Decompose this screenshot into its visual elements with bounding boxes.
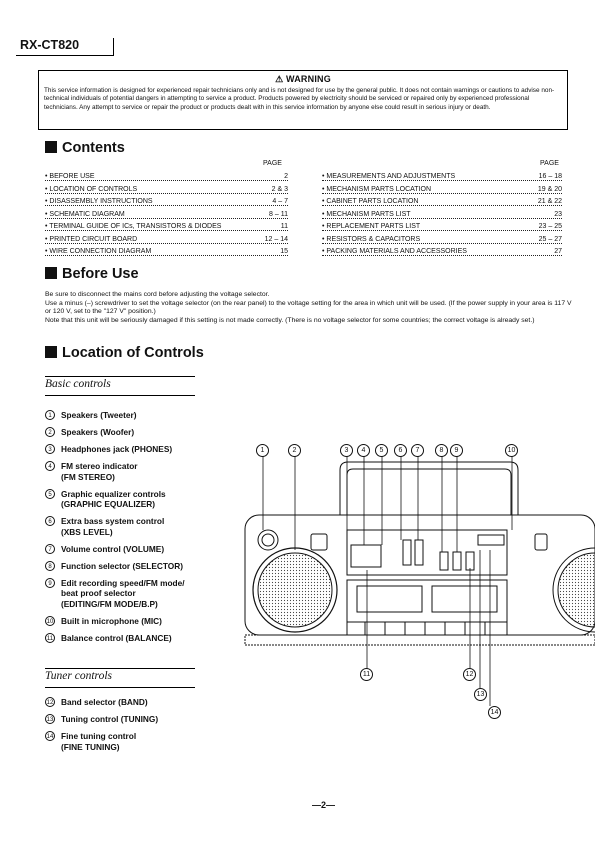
control-label: Headphones jack (PHONES) — [61, 444, 173, 454]
callout-marker: 4 — [357, 444, 370, 457]
control-label: Tuning control (TUNING) — [61, 714, 159, 724]
control-label: Speakers (Tweeter) — [61, 410, 137, 420]
control-label: Volume control (VOLUME) — [61, 543, 165, 554]
header-rule — [16, 55, 114, 56]
control-item — [45, 410, 136, 421]
contents-entry-title: • PRINTED CIRCUIT BOARD — [45, 235, 138, 243]
leader-dots — [322, 230, 562, 231]
leader-dots — [45, 180, 288, 181]
warning-body: This service information is designed for experienced repair technicians only and is not designed for use by the general public. It does not contain warnings or cautions to advise non-technical individuals of potential dangers in attempting to service a product. Products powered by electricity should be serviced or repaired only by experienced professional technicians. Any attempt to service or repair the product or products dealt with in this service information by anyone else could result in serious injury or death. — [44, 87, 555, 111]
contents-entry-title: • PACKING MATERIALS AND ACCESSORIES — [322, 248, 467, 255]
before-use-line: Use a minus (–) screwdriver to set the voltage selector (on the rear panel) to the voltage setting for the area in which unit will be used. (If the power supply in your area is 117 V or 120 V, set to the "127 V" position.) — [45, 299, 572, 316]
control-number: 2 — [45, 427, 55, 437]
control-label: (FM STEREO) — [61, 471, 115, 482]
control-number: 8 — [45, 561, 55, 571]
contents-entry-title: • MECHANISM PARTS LIST — [322, 210, 411, 218]
model-number: RX-CT820 — [20, 38, 80, 52]
contents-entry-page: 27 — [554, 248, 562, 255]
contents-page-label-right: PAGE — [540, 160, 559, 167]
control-label: Extra bass system control — [61, 516, 165, 526]
basic-controls-bottom-rule — [45, 395, 195, 396]
callout-marker: 14 — [488, 706, 501, 719]
callout-marker: 13 — [474, 688, 487, 701]
callout-marker: 6 — [394, 444, 407, 457]
contents-entry — [45, 173, 288, 183]
contents-entry — [322, 236, 562, 246]
before-use-text — [45, 291, 575, 325]
callout-marker: 5 — [375, 444, 388, 457]
callout-marker: 8 — [435, 444, 448, 457]
contents-entry — [45, 198, 288, 208]
callout-marker: 7 — [411, 444, 424, 457]
contents-entry-title: • MECHANISM PARTS LOCATION — [322, 185, 432, 193]
contents-entry-page: 12 – 14 — [264, 235, 288, 243]
leader-dots — [322, 255, 562, 256]
contents-entry-title: • RESISTORS & CAPACITORS — [322, 235, 421, 243]
contents-entry — [322, 211, 562, 221]
control-number: 6 — [45, 516, 55, 526]
control-item — [45, 616, 162, 627]
contents-entry-title: • CABINET PARTS LOCATION — [322, 198, 419, 205]
contents-entry-title: • SCHEMATIC DIAGRAM — [45, 210, 125, 218]
leader-dots — [45, 205, 288, 206]
control-number: 1 — [45, 410, 55, 420]
contents-entry-page: 23 — [554, 210, 562, 218]
control-item — [45, 633, 172, 644]
contents-entry-page: 11 — [280, 223, 288, 230]
tuner-controls-bottom-rule — [45, 687, 195, 688]
control-label: FM stereo indicator — [61, 461, 138, 471]
tweeter-outline — [258, 530, 278, 550]
control-label: (EDITING/FM MODE/B.P) — [61, 598, 158, 609]
control-number: 12 — [45, 697, 55, 707]
callout-marker: 1 — [256, 444, 269, 457]
control-label: Speakers (Woofer) — [61, 427, 135, 437]
control-item — [45, 544, 164, 555]
control-label: (XBS LEVEL) — [61, 526, 113, 537]
control-item — [45, 427, 134, 438]
location-heading: Location of Controls — [45, 345, 204, 361]
contents-page-label-left: PAGE — [263, 160, 282, 167]
callout-marker: 3 — [340, 444, 353, 457]
contents-heading: Contents — [45, 140, 125, 156]
woofer-mesh — [258, 553, 332, 627]
callout-marker: 10 — [505, 444, 518, 457]
control-number: 5 — [45, 489, 55, 499]
warning-box — [38, 70, 568, 130]
contents-entry-page: 23 – 25 — [538, 223, 562, 230]
contents-entry-page: 2 & 3 — [271, 185, 288, 193]
contents-entry — [322, 198, 562, 208]
contents-entry — [322, 223, 562, 233]
contents-entry — [45, 211, 288, 221]
contents-entry — [322, 186, 562, 196]
control-panel — [347, 530, 507, 575]
control-label: Edit recording speed/FM mode/ — [61, 577, 185, 588]
contents-entry-page: 16 – 18 — [538, 173, 562, 180]
contents-entry-page: 21 & 22 — [537, 198, 562, 205]
control-item — [45, 561, 183, 572]
contents-entry-page: 4 – 7 — [272, 198, 288, 205]
contents-entry — [322, 173, 562, 183]
callout-marker: 9 — [450, 444, 463, 457]
before-use-line: Note that this unit will be seriously damaged if this setting is not made correctly. (There is no voltage selector for some countries; the correct voltage is already set.) — [45, 316, 535, 324]
contents-entry-title: • MEASUREMENTS AND ADJUSTMENTS — [322, 173, 456, 180]
control-number: 13 — [45, 714, 55, 724]
leader-dots — [322, 205, 562, 206]
leader-dots — [45, 230, 288, 231]
stereo-illustration — [235, 440, 595, 730]
header-vertical-rule — [113, 38, 114, 56]
control-label: Fine tuning control — [61, 731, 137, 741]
basic-controls-top-rule — [45, 376, 195, 377]
leader-dots — [45, 255, 288, 256]
control-number: 9 — [45, 578, 55, 588]
control-number: 11 — [45, 633, 55, 643]
control-number: 7 — [45, 544, 55, 554]
tuner-controls-heading: Tuner controls — [45, 670, 112, 682]
heading-square-icon — [45, 346, 57, 358]
contents-entry-page: 19 & 20 — [537, 185, 562, 193]
callout-marker: 11 — [360, 668, 373, 681]
control-item — [45, 489, 166, 510]
contents-entry-page: 2 — [284, 173, 288, 180]
control-label: Function selector (SELECTOR) — [61, 560, 184, 571]
contents-entry — [45, 223, 288, 233]
control-item — [45, 461, 138, 482]
before-use-heading: Before Use — [45, 266, 139, 282]
control-number: 10 — [45, 616, 55, 626]
contents-entry-title: • DISASSEMBLY INSTRUCTIONS — [45, 198, 153, 205]
control-label: beat proof selector — [61, 588, 136, 598]
control-label: (GRAPHIC EQUALIZER) — [61, 499, 156, 509]
before-use-line: Be sure to disconnect the mains cord before adjusting the voltage selector. — [45, 291, 270, 298]
contents-entry-title: • WIRE CONNECTION DIAGRAM — [45, 248, 152, 255]
control-item — [45, 714, 158, 725]
control-item — [45, 578, 185, 610]
contents-entry-title: • REPLACEMENT PARTS LIST — [322, 223, 421, 230]
contents-entry — [45, 248, 288, 258]
contents-entry — [45, 186, 288, 196]
contents-entry-page: 8 – 11 — [269, 210, 288, 218]
control-label: Band selector (BAND) — [61, 697, 148, 707]
contents-entry-page: 25 – 27 — [538, 235, 562, 243]
control-number: 14 — [45, 731, 55, 741]
control-item — [45, 444, 172, 455]
callout-marker: 12 — [463, 668, 476, 681]
basic-controls-heading: Basic controls — [45, 378, 111, 390]
control-item — [45, 697, 148, 708]
leader-dots — [322, 180, 562, 181]
contents-entry-title: • LOCATION OF CONTROLS — [45, 185, 138, 193]
warning-title: ⚠ WARNING — [275, 74, 331, 84]
control-label: Graphic equalizer controls — [61, 488, 166, 499]
control-item — [45, 516, 164, 537]
control-number: 4 — [45, 461, 55, 471]
control-item — [45, 731, 136, 752]
page-number: —2— — [312, 800, 336, 810]
control-label: Built in microphone (MIC) — [61, 615, 162, 626]
contents-entry — [322, 248, 562, 258]
callout-marker: 2 — [288, 444, 301, 457]
contents-entry-title: • BEFORE USE — [45, 173, 95, 180]
control-label: (FINE TUNING) — [61, 741, 120, 752]
contents-entry-title: • TERMINAL GUIDE OF ICs, TRANSISTORS & DIODES — [45, 223, 222, 230]
heading-square-icon — [45, 141, 57, 153]
contents-entry-page: 15 — [280, 248, 288, 255]
handle-outline — [340, 462, 518, 515]
tuner-controls-top-rule — [45, 668, 195, 669]
control-number: 3 — [45, 444, 55, 454]
control-label: Balance control (BALANCE) — [61, 632, 172, 643]
contents-entry — [45, 236, 288, 246]
heading-square-icon — [45, 267, 57, 279]
